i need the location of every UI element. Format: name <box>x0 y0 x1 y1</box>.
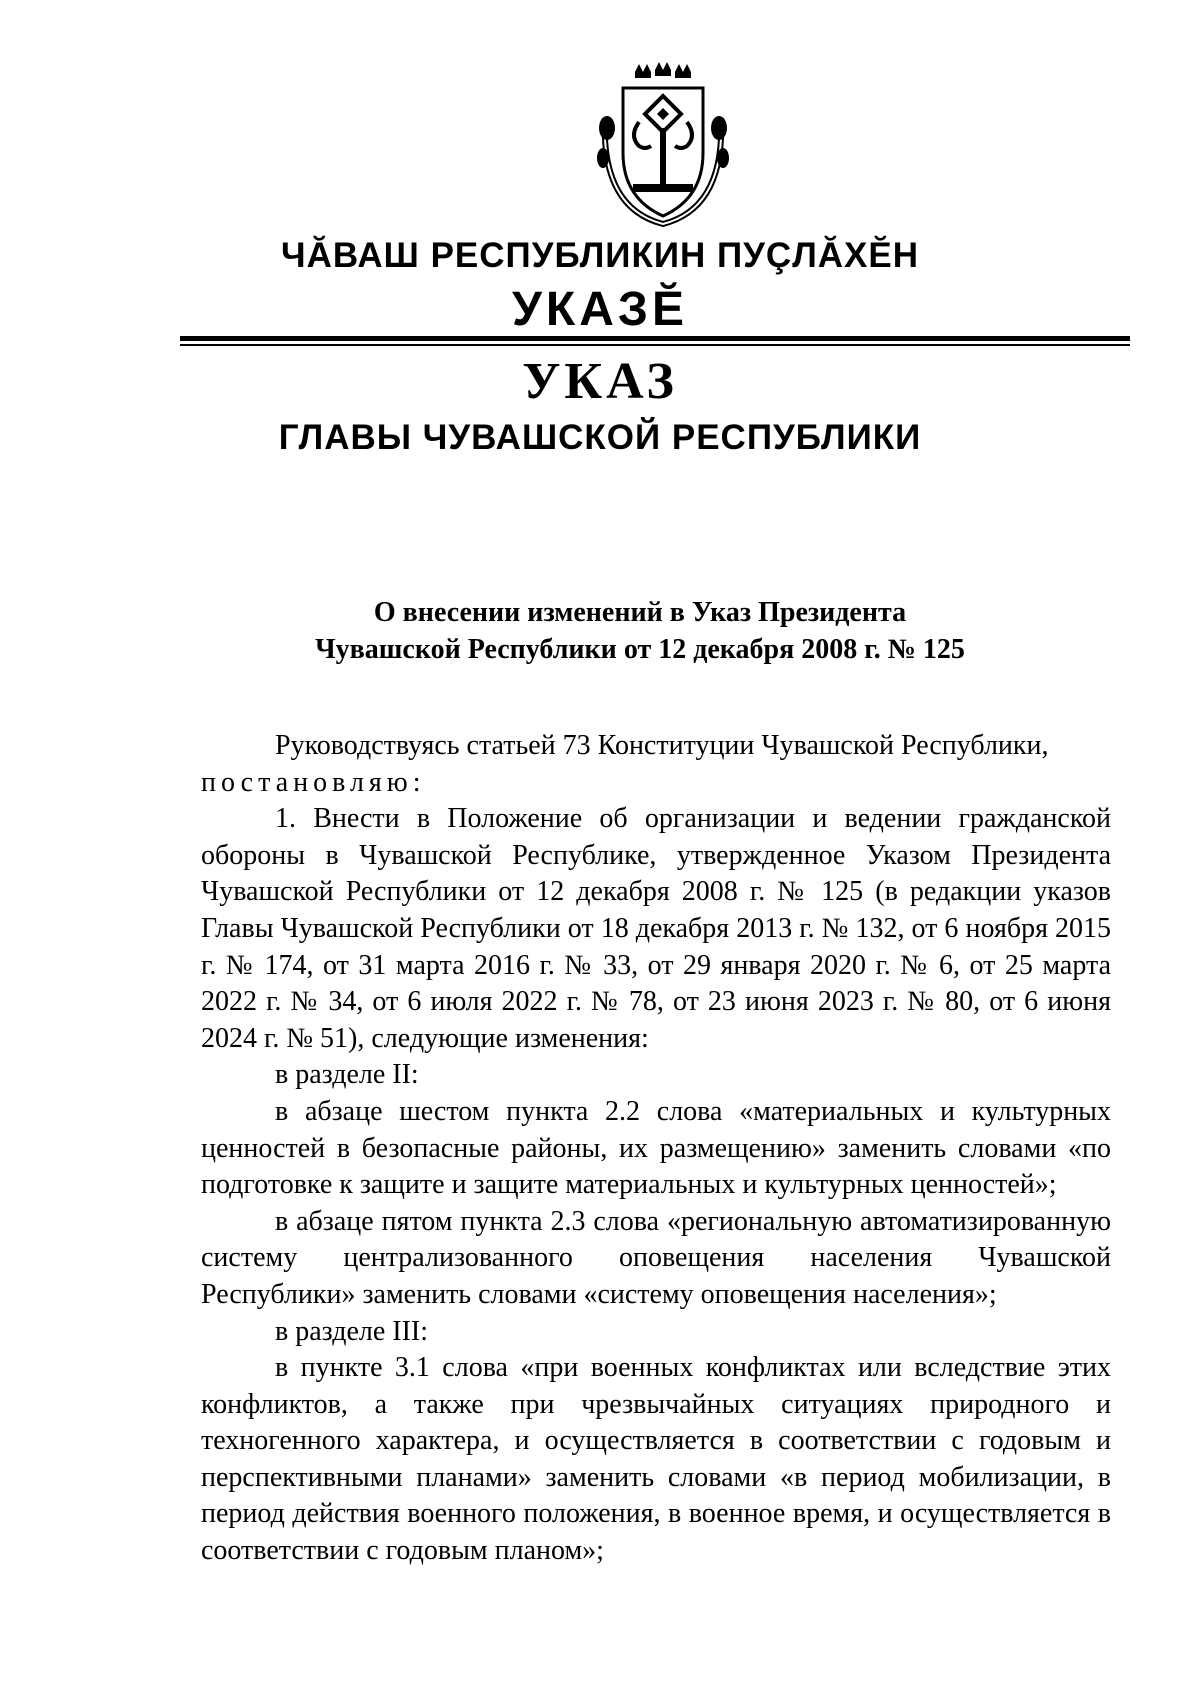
body-paragraph: в абзаце шестом пункта 2.2 слова «материальных и культурных ценностей в безопасные районы, их размещению» заменить словами «по подготовке к защите и защите материальных и культурных ценностей»; <box>201 1095 1111 1201</box>
preamble-text: Руководствуясь статьей 73 Конституции Чувашской Республики, <box>275 730 1049 761</box>
document-title-line-1: О внесении изменений в Указ Президента <box>373 597 907 628</box>
preamble-paragraph <box>201 728 1111 801</box>
document-body <box>201 728 1111 1570</box>
coat-of-arms-emblem <box>583 58 743 228</box>
header-divider-thin <box>180 344 1130 346</box>
body-paragraph: 1. Внести в Положение об организации и ведении гражданской обороны в Чувашской Республике, утвержденное Указом Президента Чувашской Республики от 12 декабря 2008 г. № 125 (в редакции указов Главы Чувашской Республики от 18 декабря 2013 г. № 132, от 6 ноября 2015 г. № 174, от 31 марта 2016 г. № 33, от 29 января 2020 г. № 6, от 25 марта 2022 г. № 34, от 6 июля 2022 г. № 78, от 23 июня 2023 г. № 80, от 6 июня 2024 г. № 51), следующие изменения: <box>201 803 1111 1054</box>
header-chuvash-line-1: ЧĂВАШ РЕСПУБЛИКИН ПУÇЛĂХĔН <box>281 236 919 275</box>
document-title-line-2: Чувашской Республики от 12 декабря 2008 г. № 125 <box>315 634 965 665</box>
header-russian-line-1: УКАЗ <box>522 353 678 410</box>
body-paragraph: в разделе III: <box>275 1315 429 1347</box>
header-russian-line-2: ГЛАВЫ ЧУВАШСКОЙ РЕСПУБЛИКИ <box>278 418 922 457</box>
body-paragraph: в абзаце пятом пункта 2.3 слова «региональную автоматизированную систему централизованного оповещения населения Чувашской Республики» заменить словами «систему оповещения населения»; <box>201 1205 1111 1310</box>
decree-word: постановляю: <box>201 766 426 798</box>
body-paragraph: в пункте 3.1 слова «при военных конфликтах или вследствие этих конфликтов, а также при чрезвычайных ситуациях природного и техногенного характера, и осуществляется в соответствии с годовым и перспективными планами» заменить словами «в период мобилизации, в период действия военного положения, в военное время, и осуществляется в соответствии с годовым планом»; <box>201 1352 1111 1567</box>
body-paragraph: в разделе II: <box>275 1059 419 1091</box>
header-divider-thick <box>180 336 1130 341</box>
header-chuvash-line-2: УКАЗĔ <box>512 283 688 336</box>
